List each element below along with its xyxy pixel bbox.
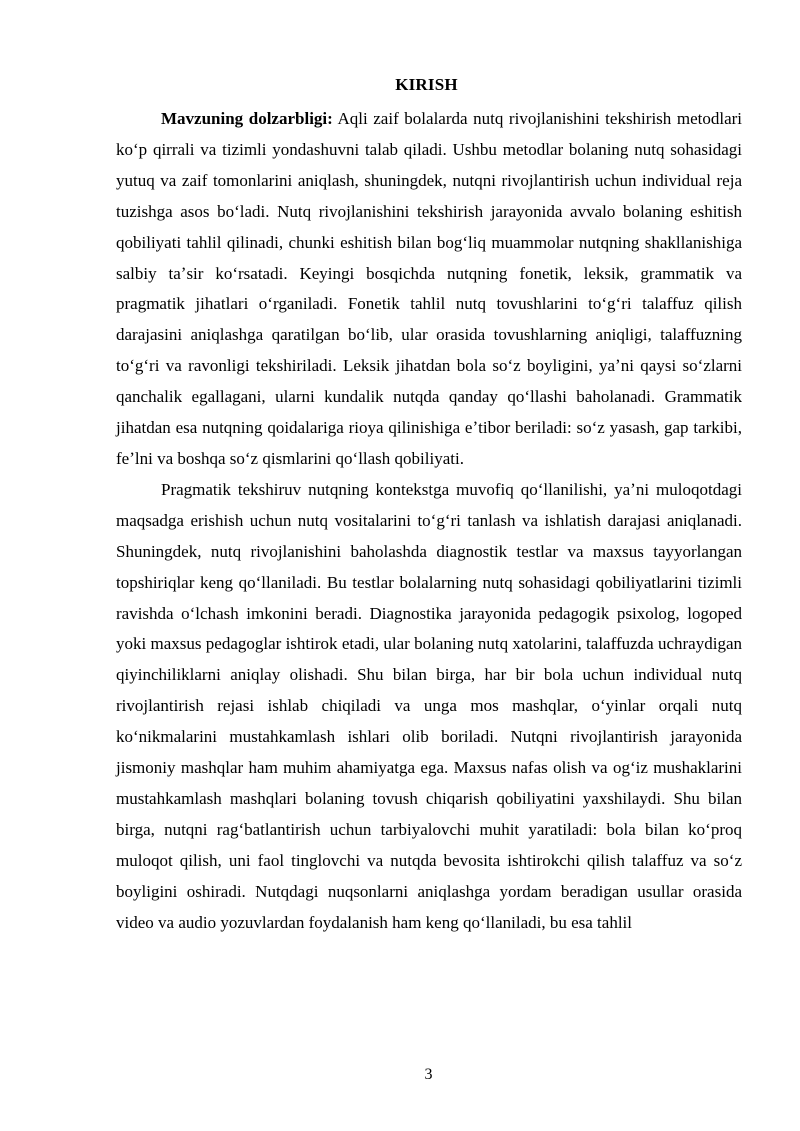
paragraph-text: Pragmatik tekshiruv nutqning kontekstga muvofiq qoʻllanilishi, yaʼni muloqotdagi maqsadga erishish uchun nutq vositalarini toʻgʻri tanlash va ishlatish darajasi aniqlanadi. Shuningdek, nutq rivojlanishini baholashda diagnostik testlar va maxsus tayyorlangan topshiriqlar keng qoʻllaniladi. Bu testlar bolalarning nutq sohasidagi qobiliyatlarini tizimli ravishda oʻlchash imkonini beradi. Diagnostika jarayonida pedagogik psixolog, logoped yoki maxsus pedagoglar ishtirok etadi, ular bolaning nutq xatolarini, talaffuzda uchraydigan qiyinchiliklarni aniqlay olishadi. Shu bilan birga, har bir bola uchun individual nutq rivojlantirish rejasi ishlab chiqiladi va unga mos mashqlar, oʻyinlar orqali nutq koʻnikmalarini mustahkamlash ishlari olib boriladi. Nutqni rivojlantirish jarayonida jismoniy mashqlar ham muhim ahamiyatga ega. Maxsus nafas olish va ogʻiz mushaklarini mustahkamlash mashqlari bolaning tovush chiqarish qobiliyatini yaxshilaydi. Shu bilan birga, nutqni ragʻbatlantirish uchun tarbiyalovchi muhit yaratiladi: bola bilan koʻproq muloqot qilish, uni faol tinglovchi va nutqda bevosita ishtirokchi qilish talaffuz va soʻz boyligini oshiradi. Nutqdagi nuqsonlarni aniqlashga yordam beradigan usullar orasida video va audio yozuvlardan foydalanish ham keng qoʻllaniladi, bu esa tahlil — [116, 479, 742, 932]
page-title: KIRISH — [395, 75, 458, 94]
paragraph-relevance — [116, 104, 742, 475]
paragraph-pragmatics — [116, 475, 742, 939]
body-text — [116, 104, 742, 938]
page-number: 3 — [424, 1066, 433, 1083]
paragraph-text: Aqli zaif bolalarda nutq rivojlanishini tekshirish metodlari koʻp qirrali va tizimli yondashuvni talab qiladi. Ushbu metodlar bolaning nutq sohasidagi yutuq va zaif tomonlarini aniqlash, shuningdek, nutqni rivojlantirish uchun individual reja tuzishga asos boʻladi. Nutq rivojlanishini tekshirish jarayonida avvalo bolaning eshitish qobiliyati tahlil qilinadi, chunki eshitish bilan bogʻliq muammolar nutqning shakllanishiga salbiy taʼsir koʻrsatadi. Keyingi bosqichda nutqning fonetik, leksik, grammatik va pragmatik jihatlari oʻrganiladi. Fonetik tahlil nutq tovushlarini toʻgʻri talaffuz qilish darajasini aniqlashga qaratilgan boʻlib, ular orasida tovushlarning aniqligi, talaffuzning toʻgʻri va ravonligi tekshiriladi. Leksik jihatdan bola soʻz boyligini, yaʼni qaysi soʻzlarni qanchalik egallagani, ularni kundalik nutqda qanday qoʻllashi baholanadi. Grammatik jihatdan esa nutqning qoidalariga rioya qilinishiga eʼtibor beriladi: soʻz yasash, gap tarkibi, feʼlni va boshqa soʻz qismlarini qoʻllash qobiliyati. — [116, 109, 742, 468]
paragraph-lead: Mavzuning dolzarbligi: — [161, 109, 333, 128]
